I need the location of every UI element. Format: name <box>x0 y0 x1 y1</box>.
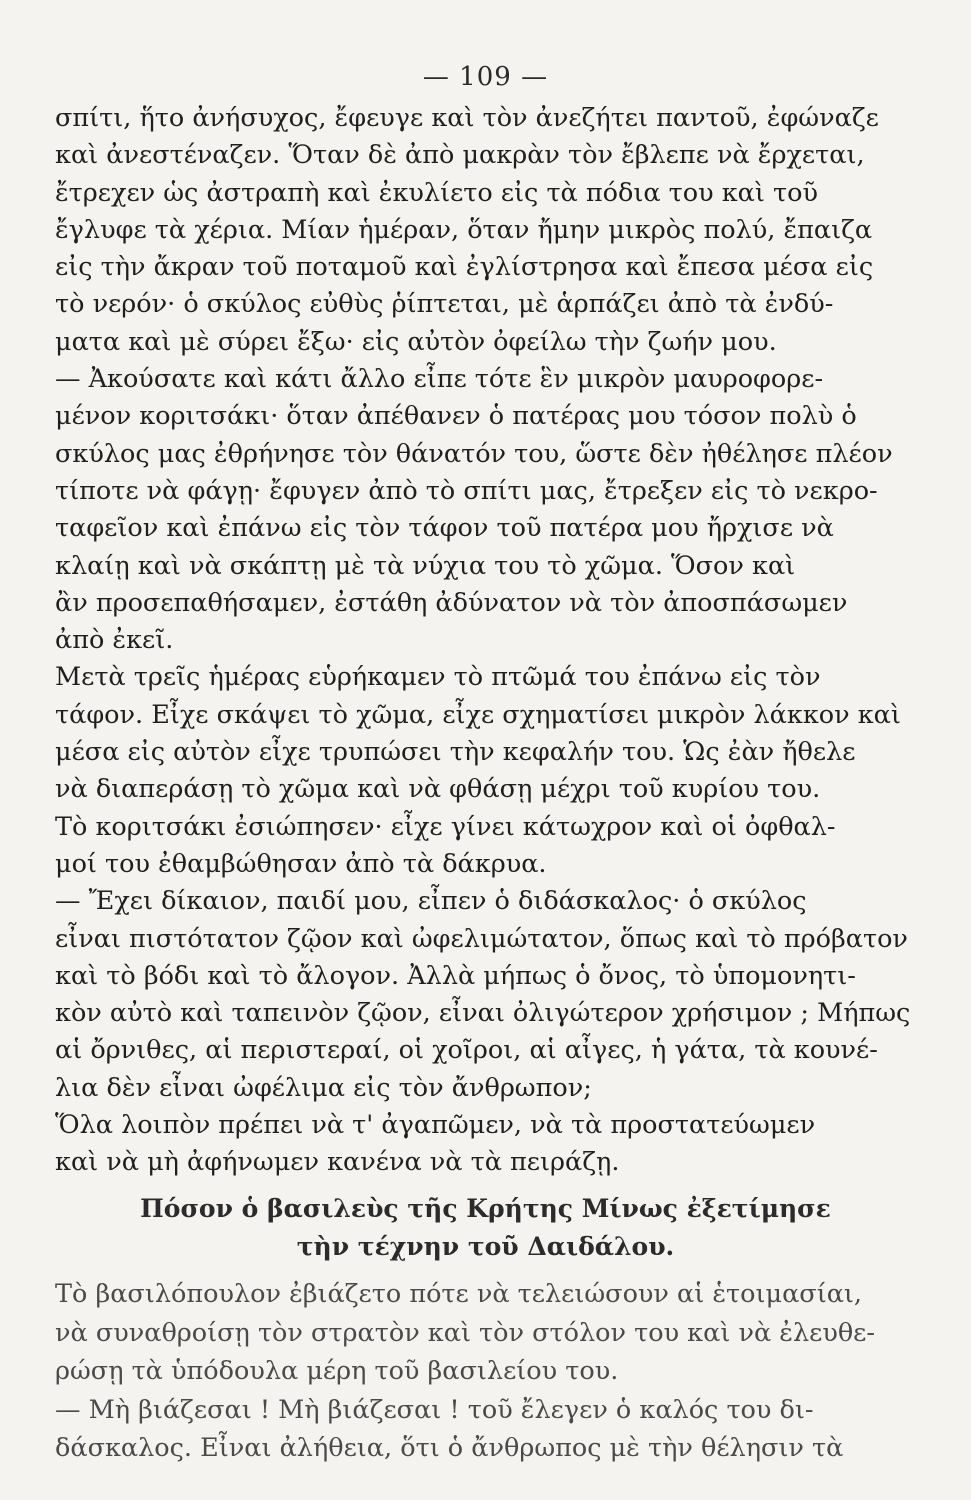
section-title-line: τὴν τέχνην τοῦ Δαιδάλου. <box>296 1232 675 1261</box>
text-line: ἔτρεχεν ὡς ἀστραπὴ καὶ ἐκυλίετο εἰς τὰ πόδια του καὶ τοῦ <box>55 177 818 208</box>
text-line: ἔγλυφε τὰ χέρια. Μίαν ἡμέραν, ὅταν ἤμην μικρὸς πολύ, ἔπαιζα <box>55 214 873 245</box>
text-line: μοί του ἐθαμβώθησαν ἀπὸ τὰ δάκρυα. <box>55 848 547 879</box>
text-line: καὶ ἀνεστέναζεν. Ὅταν δὲ ἀπὸ μακρὰν τὸν ἔβλεπε νὰ ἔρχεται, <box>55 140 865 171</box>
text-line: ἂν προσεπαθήσαμεν, ἐστάθη ἀδύνατον νὰ τὸν ἀποσπάσωμεν <box>55 587 848 618</box>
page-number: — 109 — <box>422 62 549 92</box>
text-line: αἱ ὄρνιθες, αἱ περιστεραί, οἱ χοῖροι, αἱ αἶγες, ἡ γάτα, τὰ κουνέ- <box>55 1035 878 1066</box>
text-line: μένον κοριτσάκι· ὅταν ἀπέθανεν ὁ πατέρας μου τόσον πολὺ ὁ <box>55 401 857 432</box>
text-line: καὶ νὰ μὴ ἀφήνωμεν κανένα νὰ τὰ πειράζῃ. <box>55 1147 620 1178</box>
text-line: κλαίῃ καὶ νὰ σκάπτῃ μὲ τὰ νύχια του τὸ χῶμα. Ὅσον καὶ <box>55 550 796 581</box>
text-line: λια δὲν εἶναι ὠφέλιμα εἰς τὸν ἄνθρωπον; <box>55 1072 592 1103</box>
text-line: — Μὴ βιάζεσαι ! Μὴ βιάζεσαι ! τοῦ ἔλεγεν ὁ καλός του δι- <box>55 1394 814 1425</box>
text-line: τίποτε νὰ φάγῃ· ἔφυγεν ἀπὸ τὸ σπίτι μας, ἔτρεξεν εἰς τὸ νεκρο- <box>55 475 878 506</box>
text-line: Τὸ βασιλόπουλον ἐβιάζετο πότε νὰ τελειώσουν αἱ ἑτοιμασίαι, <box>55 1279 863 1309</box>
section-title <box>0 1190 971 1266</box>
text-line: καὶ τὸ βόδι καὶ τὸ ἄλογον. Ἀλλὰ μήπως ὁ ὄνος, τὸ ὑπομονητι- <box>55 960 856 991</box>
text-line: νὰ συναθροίσῃ τὸν στρατὸν καὶ τὸν στόλον του καὶ νὰ ἐλευθε- <box>55 1317 876 1348</box>
text-line: τάφον. Εἶχε σκάψει τὸ χῶμα, εἶχε σχηματίσει μικρὸν λάκκον καὶ <box>55 699 901 730</box>
text-line: ταφεῖον καὶ ἐπάνω εἰς τὸν τάφον τοῦ πατέρα μου ἤρχισε νὰ <box>55 513 834 544</box>
text-line: ρώσῃ τὰ ὑπόδουλα μέρη τοῦ βασιλείου του. <box>55 1356 619 1386</box>
text-line: σκύλος μας ἐθρήνησε τὸν θάνατόν του, ὥστε δὲν ἠθέλησε πλέον <box>55 438 893 469</box>
text-line: τὸ νερόν· ὁ σκύλος εὐθὺς ῥίπτεται, μὲ ἁρπάζει ἀπὸ τὰ ἐνδύ- <box>55 289 834 320</box>
text-line: ματα καὶ μὲ σύρει ἔξω· εἰς αὐτὸν ὀφείλω τὴν ζωήν μου. <box>55 326 777 357</box>
text-line: νὰ διαπεράσῃ τὸ χῶμα καὶ νὰ φθάσῃ μέχρι τοῦ κυρίου του. <box>55 774 821 805</box>
text-line: — Ἀκούσατε καὶ κάτι ἄλλο εἶπε τότε ἓν μικρὸν μαυροφορε- <box>55 364 824 395</box>
text-line: κὸν αὐτὸ καὶ ταπεινὸν ζῷον, εἶναι ὀλιγώτερον χρήσιμον ; Μήπως <box>55 998 911 1029</box>
text-line: Μετὰ τρεῖς ἡμέρας εὑρήκαμεν τὸ πτῶμά του ἐπάνω εἰς τὸν <box>55 662 821 693</box>
text-line: Ὅλα λοιπὸν πρέπει νὰ τ' ἀγαπῶμεν, νὰ τὰ προστατεύωμεν <box>55 1110 816 1141</box>
section-title-line: Πόσον ὁ βασιλεὺς τῆς Κρήτης Μίνως ἐξετίμησε <box>140 1194 831 1223</box>
section-text <box>55 1275 915 1468</box>
text-line: εἰς τὴν ἄκραν τοῦ ποταμοῦ καὶ ἐγλίστρησα καὶ ἔπεσα μέσα εἰς <box>55 252 874 283</box>
text-line: εἶναι πιστότατον ζῷον καὶ ὠφελιμώτατον, ὅπως καὶ τὸ πρόβατον <box>55 923 908 954</box>
text-line: Τὸ κοριτσάκι ἐσιώπησεν· εἶχε γίνει κάτωχρον καὶ οἱ ὀφθαλ- <box>55 811 836 842</box>
text-line: σπίτι, ἥτο ἀνήσυχος, ἔφευγε καὶ τὸν ἀνεζήτει παντοῦ, ἐφώναζε <box>55 103 879 133</box>
text-line: ἀπὸ ἐκεῖ. <box>55 625 174 656</box>
text-line: δάσκαλος. Εἶναι ἀλήθεια, ὅτι ὁ ἄνθρωπος μὲ τὴν θέλησιν τὰ <box>55 1433 844 1463</box>
text-line: μέσα εἰς αὐτὸν εἶχε τρυπώσει τὴν κεφαλήν του. Ὡς ἐὰν ἤθελε <box>55 737 856 768</box>
text-line: — Ἔχει δίκαιον, παιδί μου, εἶπεν ὁ διδάσκαλος· ὁ σκύλος <box>55 886 807 917</box>
main-text <box>55 100 915 1182</box>
